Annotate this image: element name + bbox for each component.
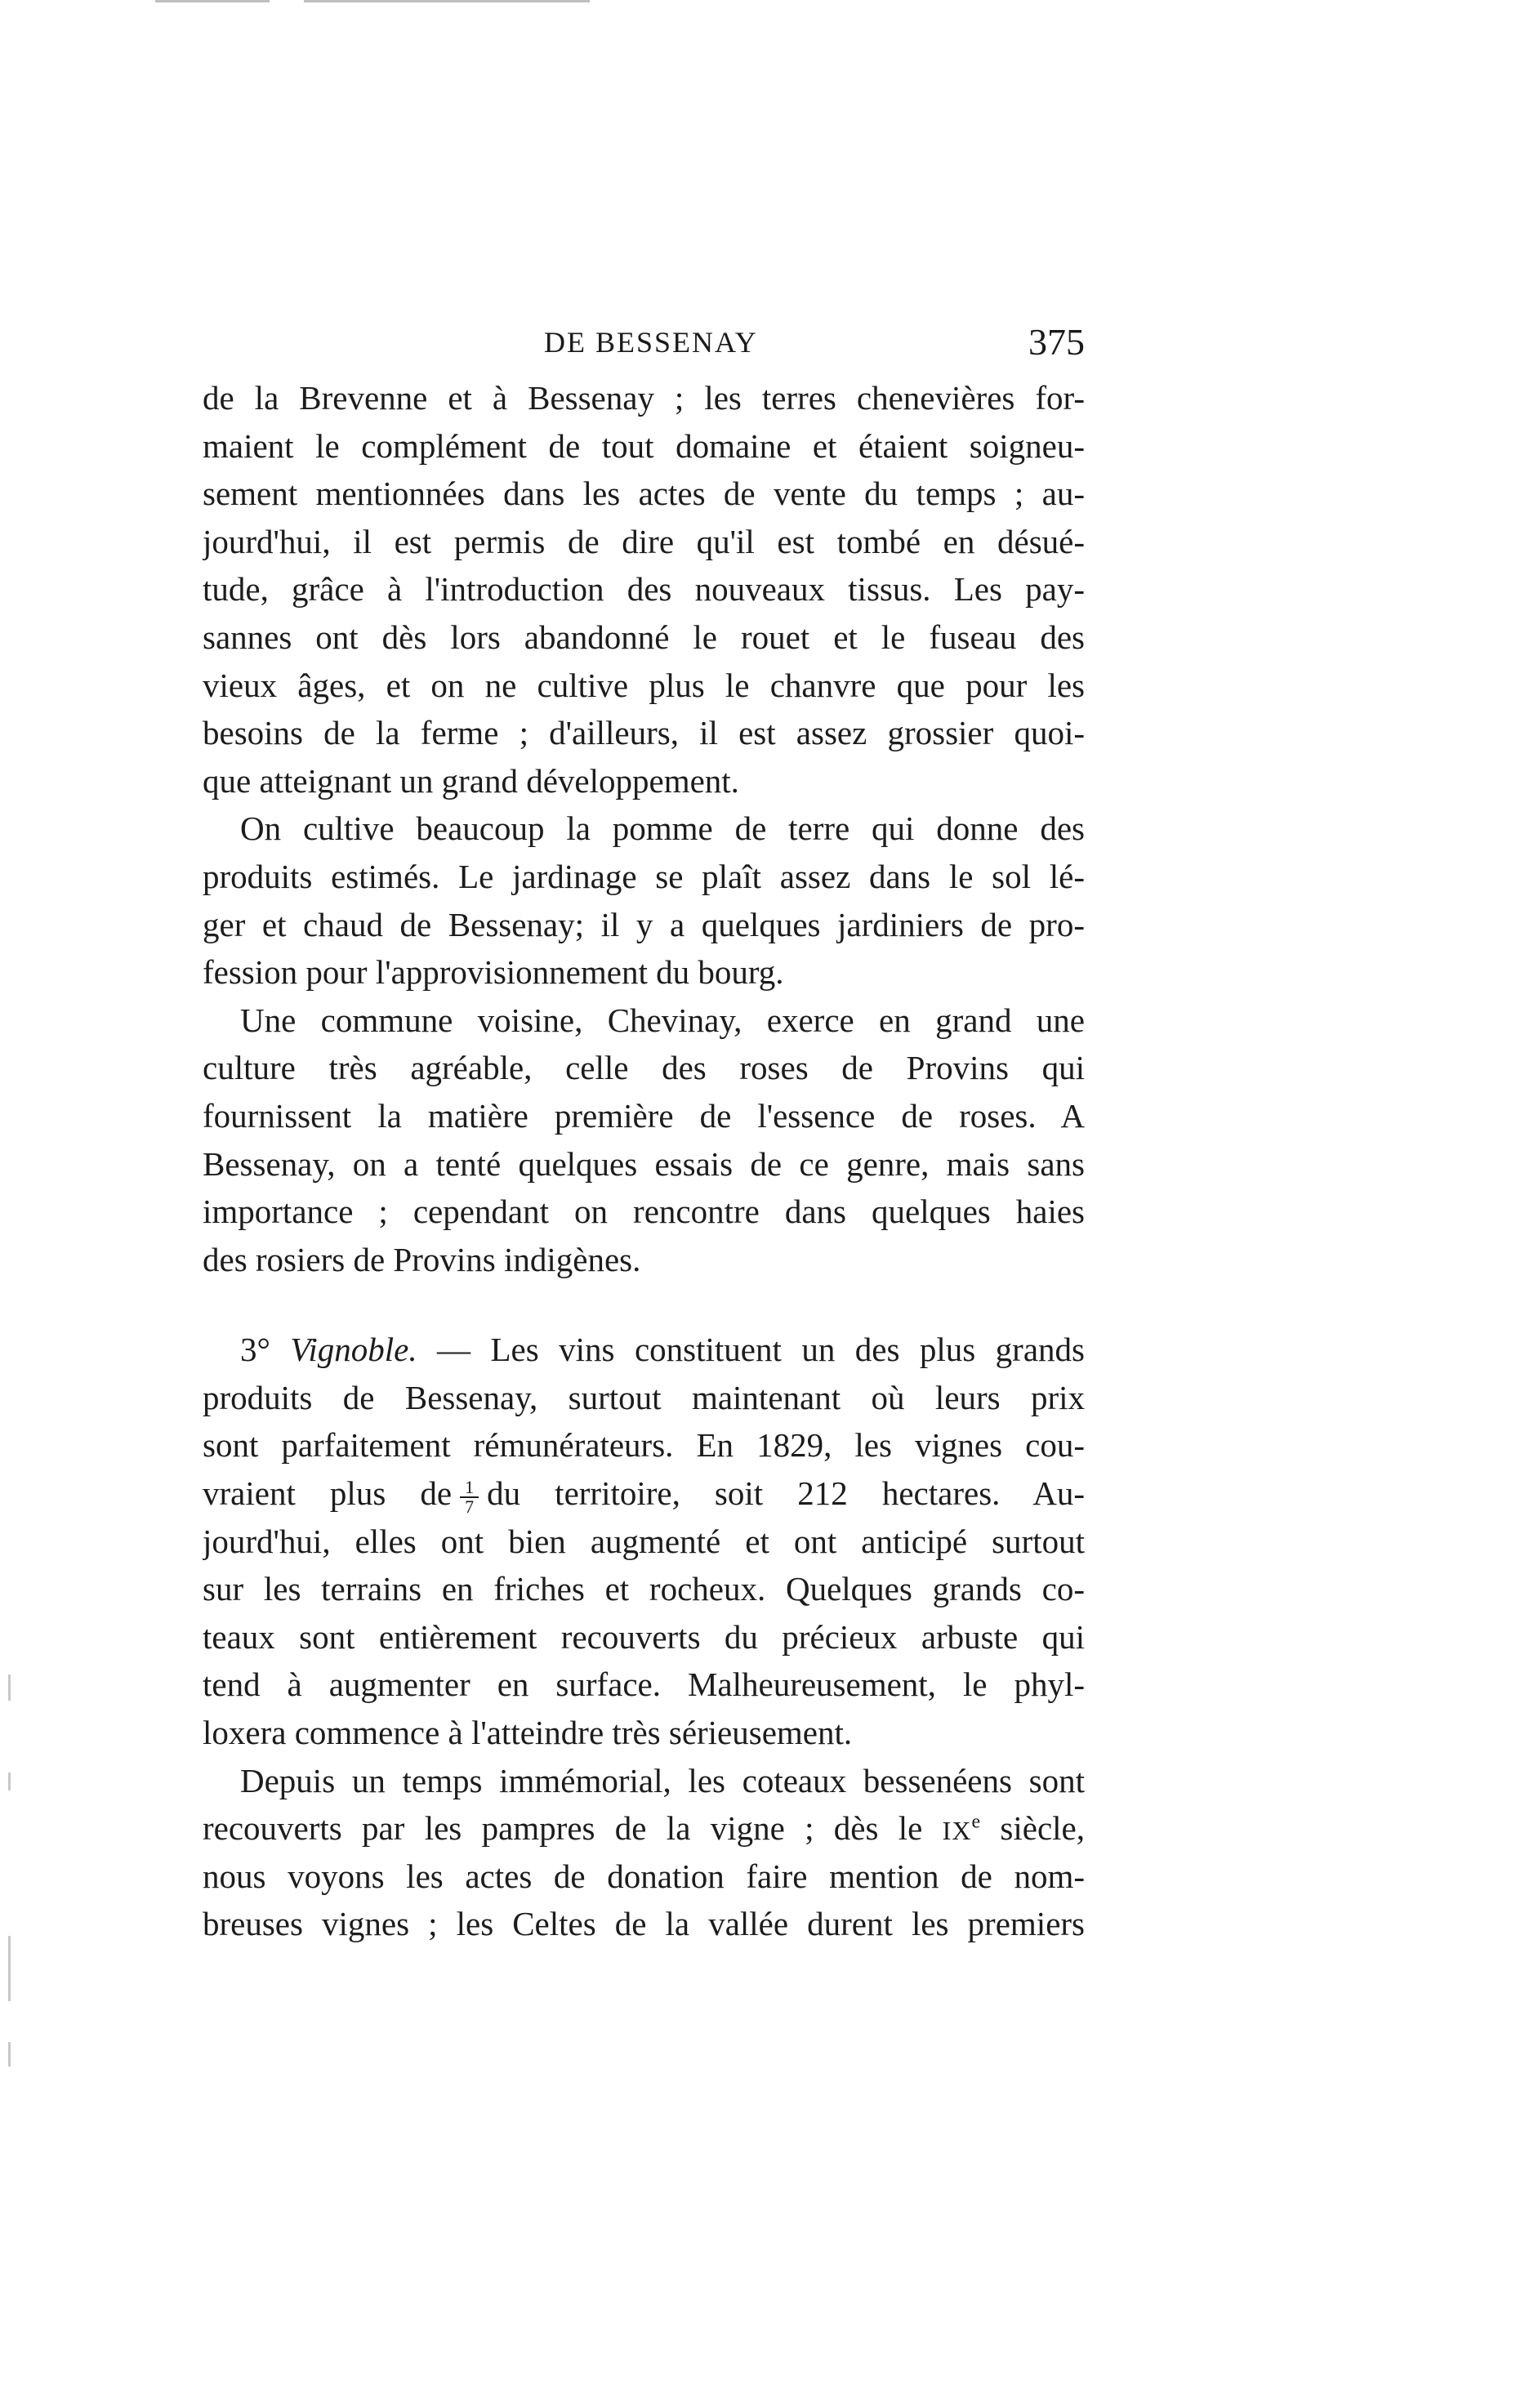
text-line: vieux âges, et on ne cultive plus le chanvre que pour les bbox=[203, 666, 1085, 704]
section-heading: Vignoble. bbox=[290, 1331, 417, 1369]
text-span: recouverts par les pampres de la vigne ; dès le bbox=[203, 1809, 923, 1848]
text-line: besoins de la ferme ; d'ailleurs, il est assez grossier quoi- bbox=[203, 714, 1085, 752]
paragraph bbox=[203, 374, 1085, 805]
text-line: fournissent la matière première de l'essence de roses. A bbox=[203, 1096, 1085, 1135]
text-line: culture très agréable, celle des roses de Provins qui bbox=[203, 1049, 1085, 1087]
text-line: On cultive beaucoup la pomme de terre qui donne des bbox=[240, 809, 1085, 848]
running-head bbox=[203, 320, 1085, 366]
text-line: breuses vignes ; les Celtes de la vallée durent les premiers bbox=[203, 1905, 1085, 1943]
body-text bbox=[203, 374, 1085, 1948]
text-span: — Les vins constituent un des plus grands bbox=[437, 1331, 1085, 1369]
text-line: ger et chaud de Bessenay; il y a quelques jardiniers de pro- bbox=[203, 905, 1085, 943]
text-line bbox=[203, 1469, 1085, 1518]
text-line: Une commune voisine, Chevinay, exerce en grand une bbox=[240, 1001, 1085, 1039]
scan-mark-left-4 bbox=[8, 2042, 11, 2067]
text-line bbox=[203, 1804, 1085, 1853]
text-line: des rosiers de Provins indigènes. bbox=[203, 1240, 641, 1278]
running-title: DE BESSENAY bbox=[544, 326, 758, 359]
text-span: siècle, bbox=[1000, 1809, 1085, 1848]
text-span: du territoire, soit 212 hectares. Au- bbox=[487, 1474, 1085, 1513]
paragraph bbox=[203, 997, 1085, 1284]
text-line: Bessenay, on a tenté quelques essais de ce genre, mais sans bbox=[203, 1144, 1085, 1183]
fraction-denominator: 7 bbox=[465, 1496, 475, 1517]
text-line: tude, grâce à l'introduction des nouveaux tissus. Les pay- bbox=[203, 570, 1085, 609]
text-line: fession pour l'approvisionnement du bourg. bbox=[203, 953, 784, 992]
text-line: sur les terrains en friches et rocheux. Quelques grands co- bbox=[203, 1570, 1085, 1608]
text-line: teaux sont entièrement recouverts du précieux arbuste qui bbox=[203, 1617, 1085, 1656]
section-gap bbox=[203, 1283, 1085, 1326]
scan-mark-top-2 bbox=[304, 0, 590, 2]
text-line: sannes ont dès lors abandonné le rouet et le fuseau des bbox=[203, 618, 1085, 656]
scan-mark-left-2 bbox=[8, 1773, 11, 1790]
paragraph bbox=[203, 805, 1085, 996]
text-line: de la Brevenne et à Bessenay ; les terres chenevières for- bbox=[203, 379, 1085, 417]
text-line: loxera commence à l'atteindre très sérieusement. bbox=[203, 1714, 853, 1752]
text-line: produits estimés. Le jardinage se plaît assez dans le sol lé- bbox=[203, 857, 1085, 895]
superscript: e bbox=[971, 1811, 981, 1833]
text-line: maient le complément de tout domaine et étaient soigneu- bbox=[203, 426, 1085, 465]
text-span: vraient plus de bbox=[203, 1474, 453, 1513]
text-line: nous voyons les actes de donation faire mention de nom- bbox=[203, 1857, 1085, 1895]
fraction-numerator: 1 bbox=[460, 1478, 479, 1498]
text-line: sement mentionnées dans les actes de vente du temps ; au- bbox=[203, 475, 1085, 513]
text-line: jourd'hui, il est permis de dire qu'il est tombé en désué- bbox=[203, 522, 1085, 560]
text-line: produits de Bessenay, surtout maintenant où leurs prix bbox=[203, 1378, 1085, 1416]
text-line: sont parfaitement rémunérateurs. En 1829, les vignes cou- bbox=[203, 1426, 1085, 1465]
text-line: que atteignant un grand développement. bbox=[203, 761, 739, 800]
paragraph bbox=[203, 1757, 1085, 1948]
text-line: jourd'hui, elles ont bien augmenté et ont anticipé surtout bbox=[203, 1522, 1085, 1560]
scan-mark-top-1 bbox=[155, 0, 270, 2]
text-line bbox=[203, 1326, 1085, 1374]
roman-numeral: IX bbox=[942, 1816, 972, 1846]
section-number: 3° bbox=[240, 1331, 270, 1369]
text-line: importance ; cependant on rencontre dans quelques haies bbox=[203, 1193, 1085, 1231]
fraction bbox=[460, 1478, 479, 1516]
scan-mark-left-1 bbox=[8, 1674, 11, 1701]
text-line: Depuis un temps immémorial, les coteaux bessenéens sont bbox=[240, 1761, 1085, 1799]
text-line: tend à augmenter en surface. Malheureusement, le phyl- bbox=[203, 1666, 1085, 1704]
page-number: 375 bbox=[1028, 321, 1085, 363]
paragraph bbox=[203, 1326, 1085, 1756]
scan-mark-left-3 bbox=[8, 1936, 11, 2001]
